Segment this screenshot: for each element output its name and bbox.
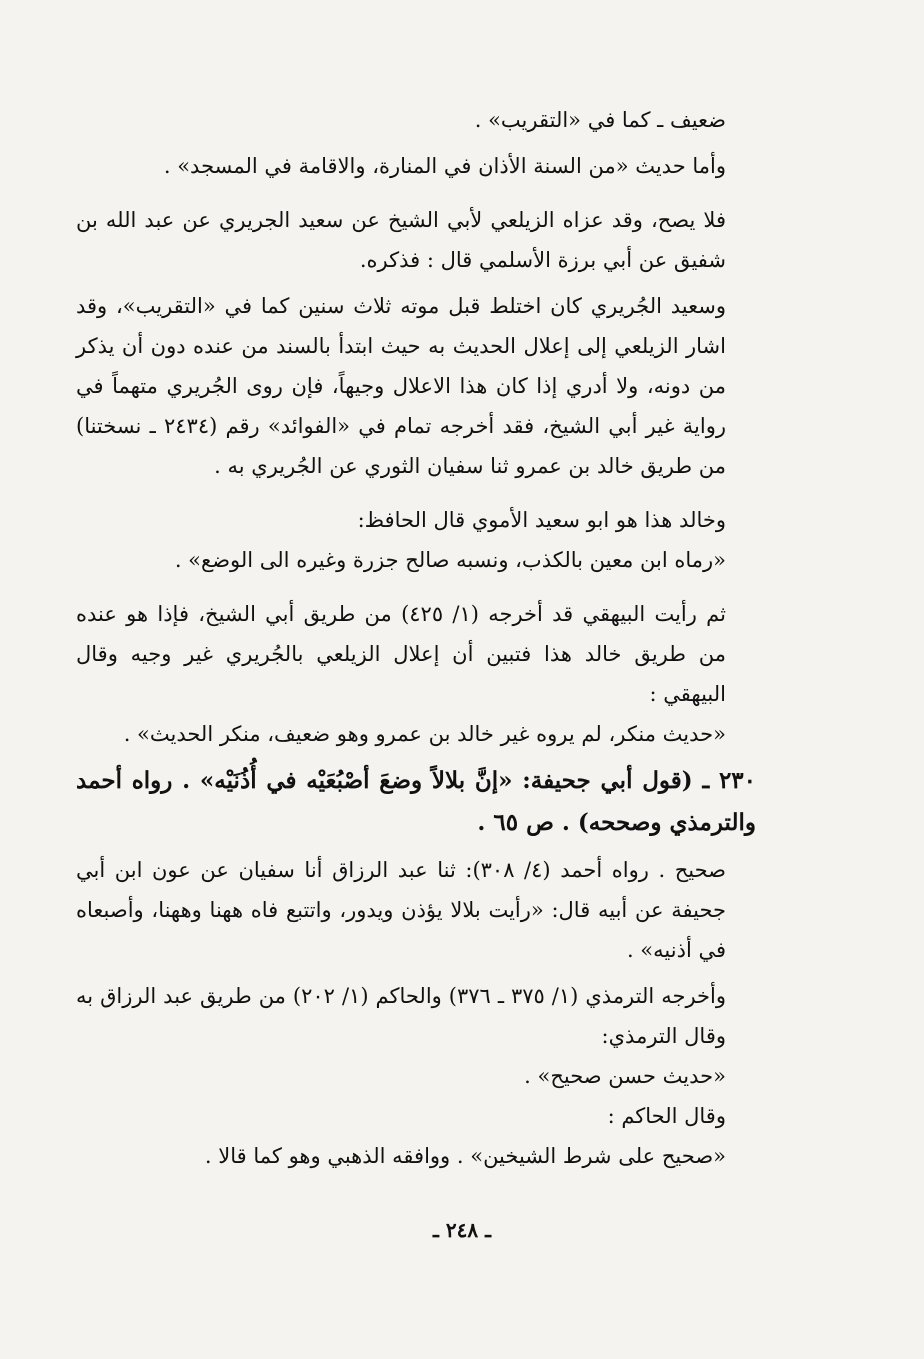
paragraph-6: ثم رأيت البيهقي قد أخرجه (١/ ٤٢٥) من طريق أبي الشيخ، فإذا هو عنده من طريق خالد هذا فتبين أن إعلال الزيلعي بالجُريري غير وجيه وقال البيهقي : [76,602,726,706]
quote-bayhaqi: «حديث منكر، لم يروه غير خالد بن عمرو وهو ضعيف، منكر الحديث» . [123,722,726,746]
paragraph-7: صحيح . رواه أحمد (٤/ ٣٠٨): ثنا عبد الرزاق أنا سفيان عن عون ابن أبي جحيفة عن أبيه قال: «رأيت بلالا يؤذن ويدور، واتتبع فاه ههنا وههنا، وأصبعاه في أذنيه» . [76,858,726,962]
quote-hakim: «صحيح على شرط الشيخين» . ووافقه الذهبي وهو كما قالا . [204,1144,726,1168]
paragraph-9: وقال الحاكم : [607,1104,726,1128]
quote-hafiz: «رماه ابن معين بالكذب، ونسبه صالح جزرة وغيره الى الوضع» . [174,548,726,572]
paragraph-2: وأما حديث «من السنة الأذان في المنارة، والاقامة في المسجد» . [163,154,726,178]
paragraph-5: وخالد هذا هو ابو سعيد الأموي قال الحافظ: [357,508,726,532]
paragraph-4: وسعيد الجُريري كان اختلط قبل موته ثلاث سنين كما في «التقريب»، وقد اشار الزيلعي إلى إعلال الحديث به حيث ابتدأ بالسند من عنده دون أن يذكر من دونه، ولا أدري إذا كان هذا الاعلال وجيهاً، فإن روى الجُريري متهماً في رواية غير أبي الشيخ، فقد أخرجه تمام في «الفوائد» رقم (٢٤٣٤ ـ نسختنا) من طريق خالد بن عمرو ثنا سفيان الثوري عن الجُريري به . [76,294,726,478]
page-number: ـ ٢٤٨ ـ [433,1218,491,1242]
quote-tirmidhi: «حديث حسن صحيح» . [524,1064,726,1088]
hadith-heading-230: ٢٣٠ ـ (قول أبي جحيفة: «إنَّ بلالاً وضعَ أصْبُعَيْه في أُذُنَيْه» . رواه أحمد والترمذي وصححه) . ص ٦٥ . [76,767,756,836]
paragraph-1: ضعيف ـ كما في «التقريب» . [474,108,726,132]
page-body [76,100,756,1176]
paragraph-3: فلا يصح، وقد عزاه الزيلعي لأبي الشيخ عن سعيد الجريري عن عبد الله بن شفيق عن أبي برزة الأسلمي قال : فذكره. [76,208,726,272]
paragraph-8: وأخرجه الترمذي (١/ ٣٧٥ ـ ٣٧٦) والحاكم (١/ ٢٠٢) من طريق عبد الرزاق به وقال الترمذي: [76,984,726,1048]
